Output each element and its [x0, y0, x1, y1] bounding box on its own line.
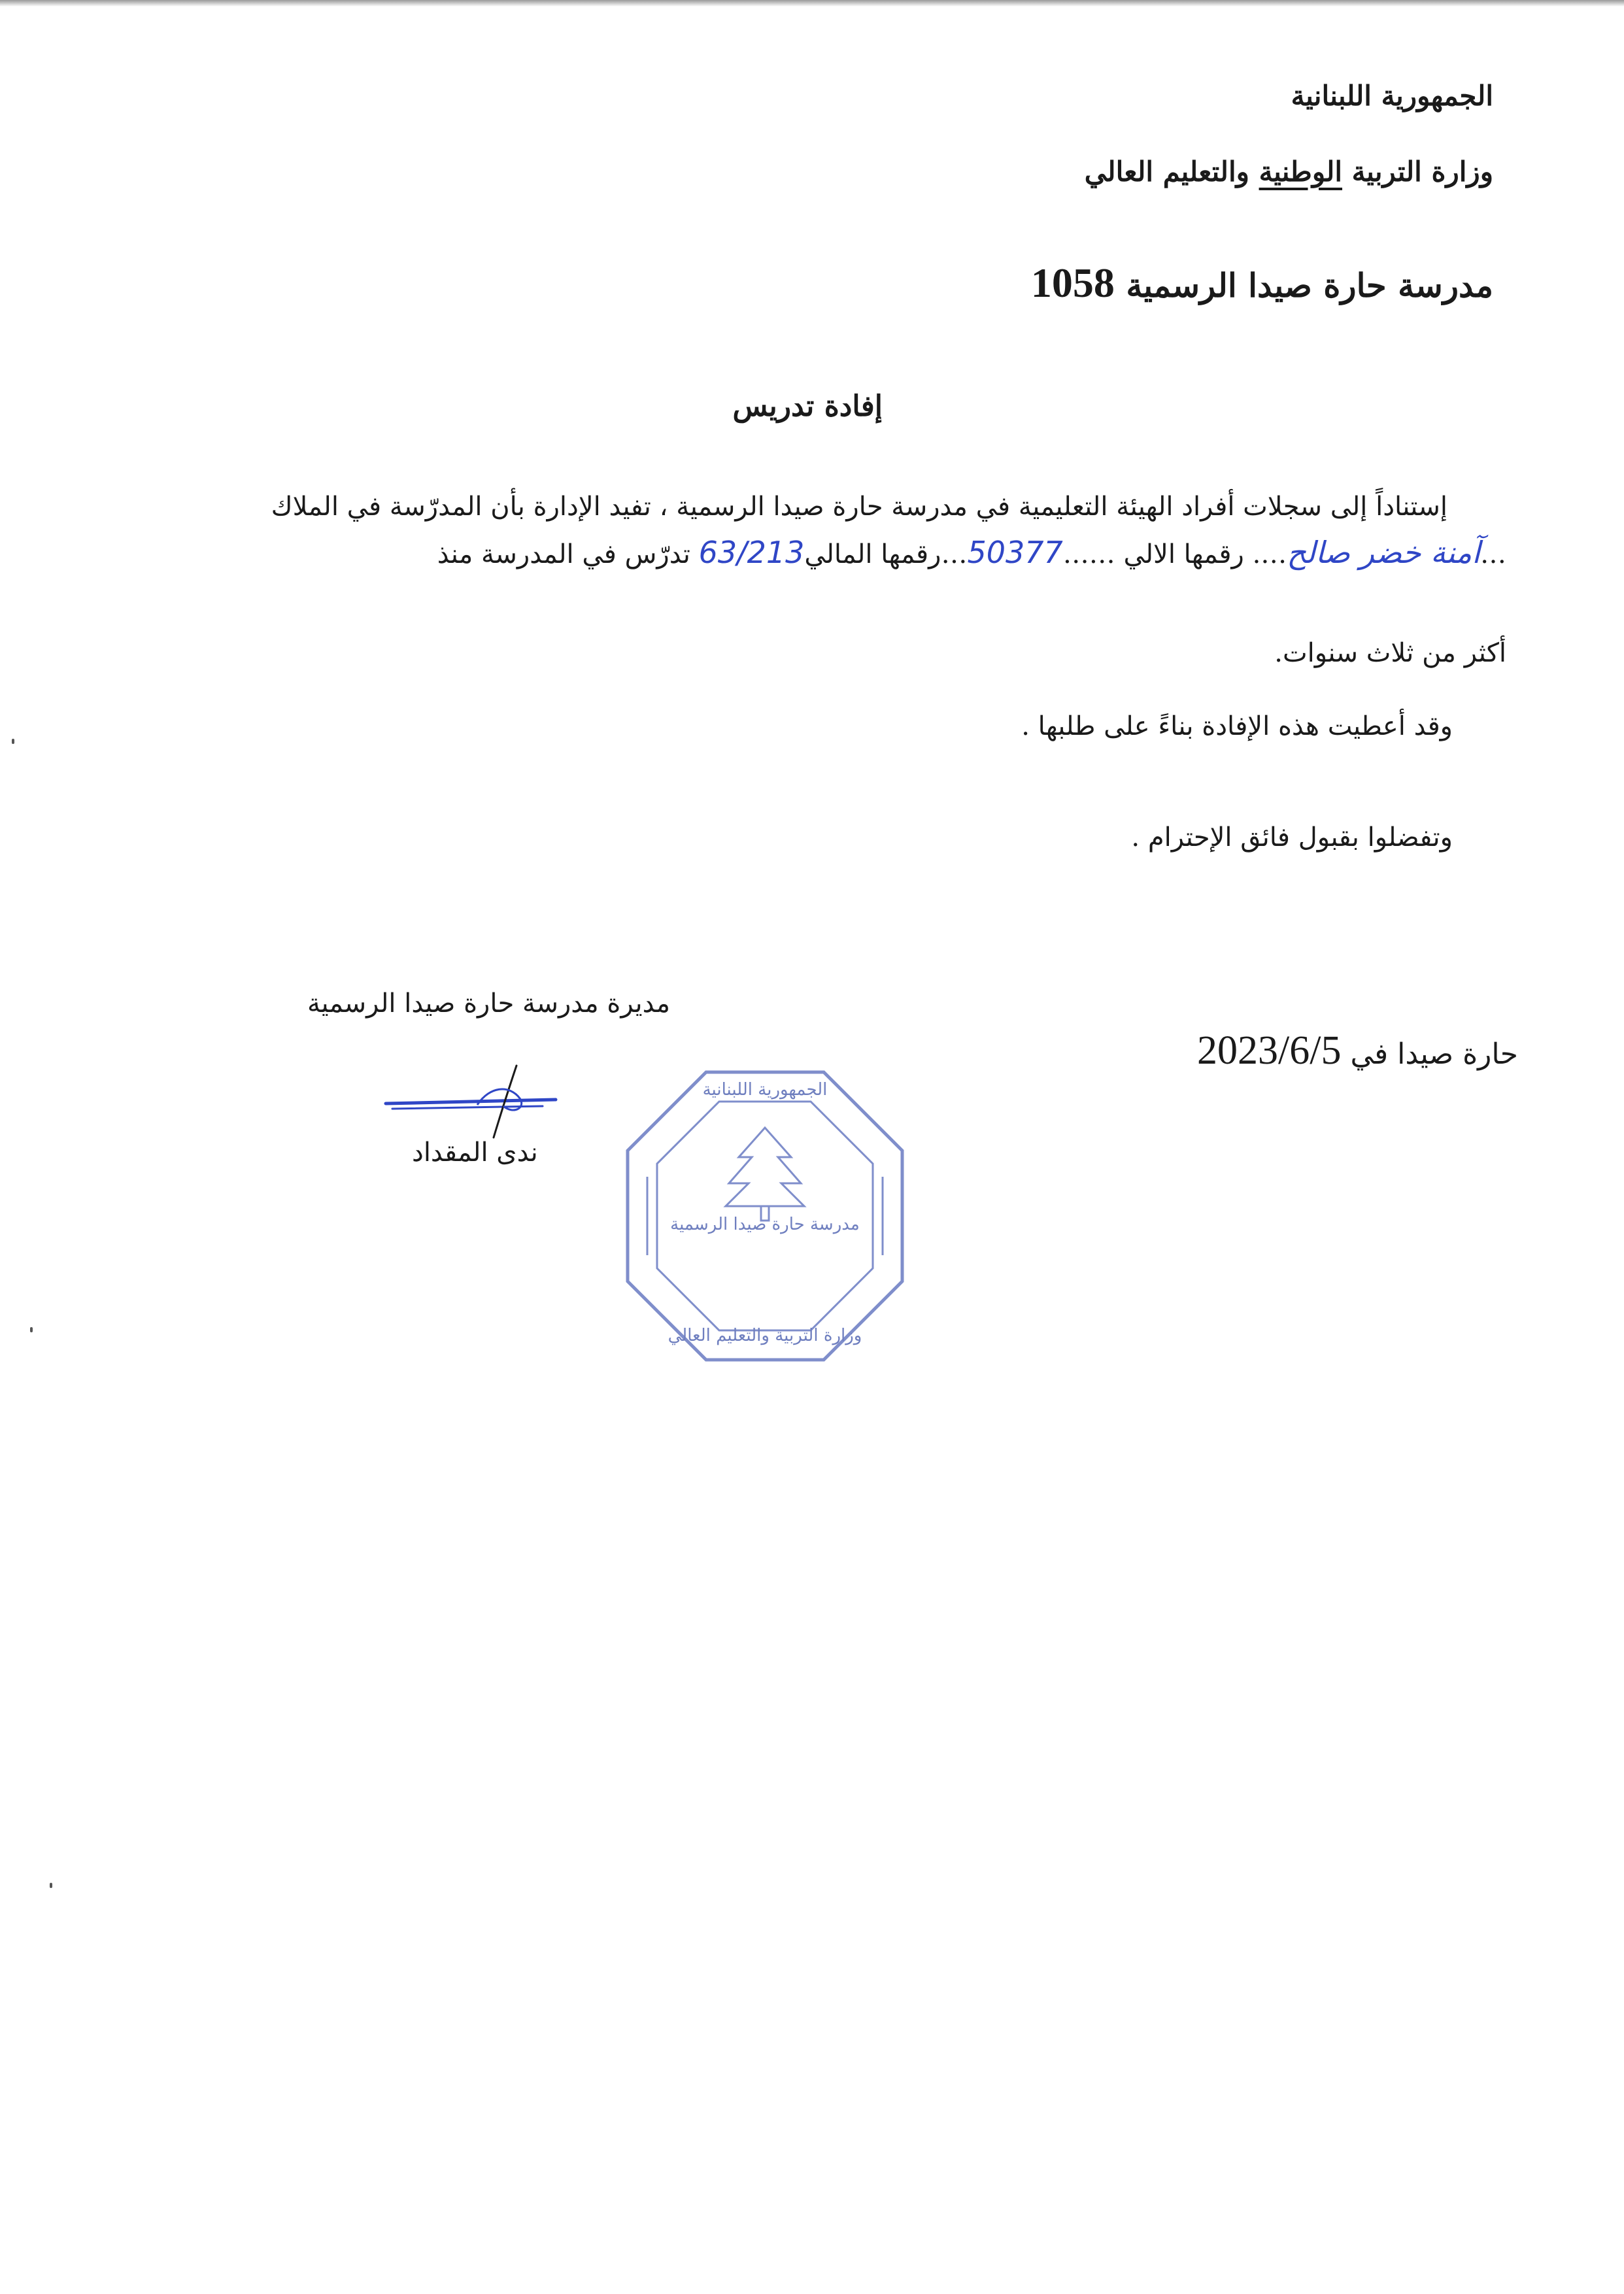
body-line-5: وتفضلوا بقبول فائق الإحترام . [1131, 822, 1453, 852]
body-line-3: أكثر من ثلاث سنوات. [1274, 638, 1506, 668]
signature-mark [379, 1059, 562, 1144]
republic-heading [1291, 80, 1493, 112]
line2-a: …. رقمها الالي …… [1062, 539, 1287, 569]
cedar-tree-icon [726, 1128, 804, 1221]
financial-number-handwritten: 63/213 [698, 535, 805, 570]
scan-speck [50, 1883, 52, 1888]
body-line-4: وقد أعطيت هذه الإفادة بناءً على طلبها . [1021, 711, 1453, 741]
school-heading [1031, 259, 1493, 307]
stamp-top-text: الجمهورية اللبنانية [702, 1080, 828, 1100]
line2-b: …رقمها المالي [804, 539, 968, 569]
signatory-name: ندى المقداد [412, 1138, 538, 1168]
line2-c: تدرّس في المدرسة منذ [437, 539, 699, 569]
ministry-suffix: والتعليم العالي [1084, 156, 1259, 188]
ministry-prefix: وزارة التربية [1342, 156, 1493, 188]
republic-text: الجمهورية اللبنانية [1291, 80, 1493, 112]
scan-edge [0, 0, 1624, 7]
teacher-name-handwritten: آمنة خضر صالح [1287, 535, 1480, 570]
scan-speck [12, 739, 14, 744]
signatory-title: مديرة مدرسة حارة صيدا الرسمية [307, 988, 670, 1019]
issue-date: 2023/6/5 [1197, 1028, 1342, 1073]
stamp-middle-text: مدرسة حارة صيدا الرسمية [670, 1215, 860, 1234]
school-number: 1058 [1030, 260, 1115, 306]
place-prefix: حارة صيدا في [1341, 1037, 1518, 1071]
stamp-bottom-text: وزارة التربية والتعليم العالي [668, 1326, 862, 1345]
personal-number-handwritten: 50377 [967, 535, 1063, 570]
place-date [1197, 1028, 1518, 1074]
official-stamp [621, 1066, 909, 1366]
body-line-1: إستناداً إلى سجلات أفراد الهيئة التعليمية في مدرسة حارة صيدا الرسمية ، تفيد الإدارة بأن المدرّسة في الملاك [271, 492, 1447, 522]
document-title: إفادة تدريس [732, 390, 883, 423]
body-line-2 [437, 535, 1506, 570]
scan-speck [30, 1327, 33, 1332]
ministry-heading [1085, 156, 1493, 188]
line2-prefix: … [1480, 539, 1506, 569]
ministry-underlined: الوطنية [1259, 156, 1343, 188]
school-name: مدرسة حارة صيدا الرسمية [1114, 266, 1493, 305]
